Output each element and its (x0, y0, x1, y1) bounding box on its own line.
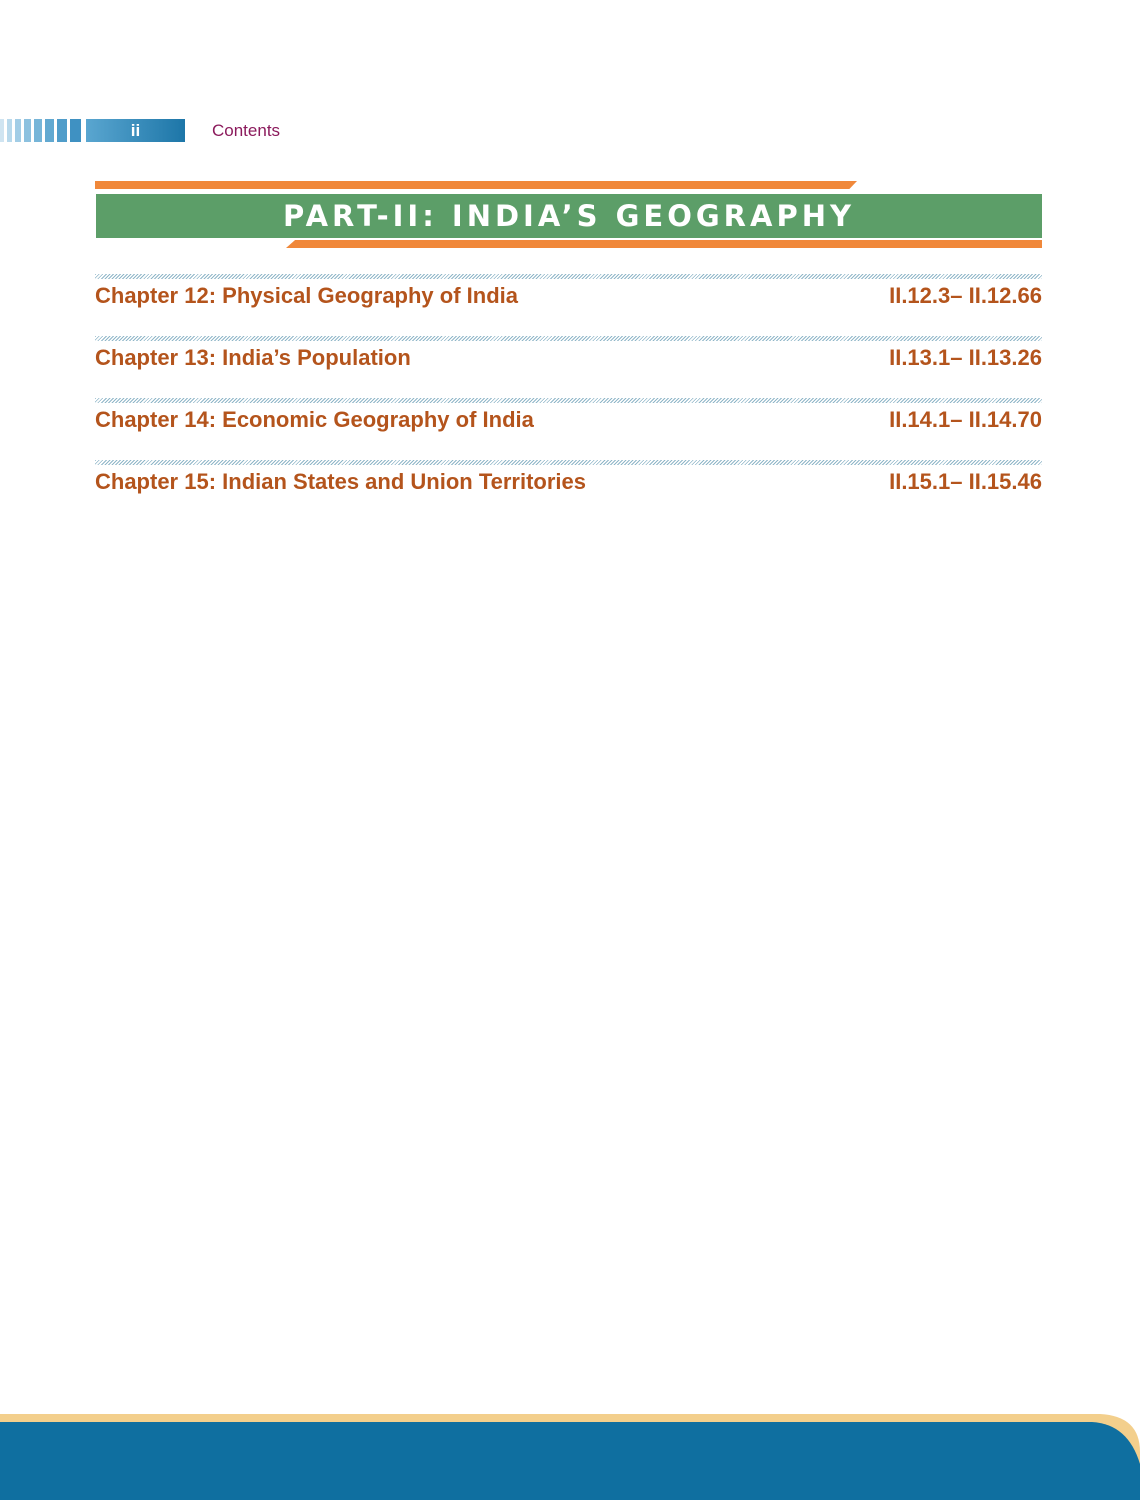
header-stripe (15, 119, 21, 142)
header-stripe (0, 119, 4, 142)
header-stripe (57, 119, 67, 142)
toc-divider (95, 398, 1042, 403)
toc-divider (95, 274, 1042, 279)
banner-bottom-accent (286, 240, 1042, 248)
toc-divider (95, 336, 1042, 341)
toc-entry[interactable] (95, 334, 1042, 396)
toc-page-range: II.12.3– II.12.66 (889, 283, 1042, 308)
footer-blue-fill (0, 1422, 1140, 1500)
toc-chapter-title: Chapter 15: Indian States and Union Territories (95, 469, 587, 494)
toc-page-range: II.15.1– II.15.46 (889, 469, 1042, 494)
footer-band (0, 1412, 1140, 1500)
header-stripe (70, 119, 81, 142)
toc-page-range: II.13.1– II.13.26 (889, 345, 1042, 370)
toc-list (95, 272, 1042, 520)
toc-entry[interactable] (95, 458, 1042, 520)
part-banner-title: PART-II: INDIA’S GEOGRAPHY (96, 194, 1042, 238)
toc-chapter-title: Chapter 12: Physical Geography of India (95, 283, 518, 308)
toc-page-range: II.14.1– II.14.70 (889, 407, 1042, 432)
toc-entry[interactable] (95, 396, 1042, 458)
header-stripe (34, 119, 42, 142)
toc-chapter-title: Chapter 14: Economic Geography of India (95, 407, 534, 432)
header-stripe (24, 119, 31, 142)
banner-top-accent (95, 181, 857, 189)
section-label: Contents (212, 121, 281, 140)
header-stripe (7, 119, 12, 142)
page-number: ii (86, 119, 185, 142)
toc-chapter-title: Chapter 13: India’s Population (95, 345, 411, 370)
toc-divider (95, 460, 1042, 465)
header-stripe (45, 119, 54, 142)
toc-entry[interactable] (95, 272, 1042, 334)
